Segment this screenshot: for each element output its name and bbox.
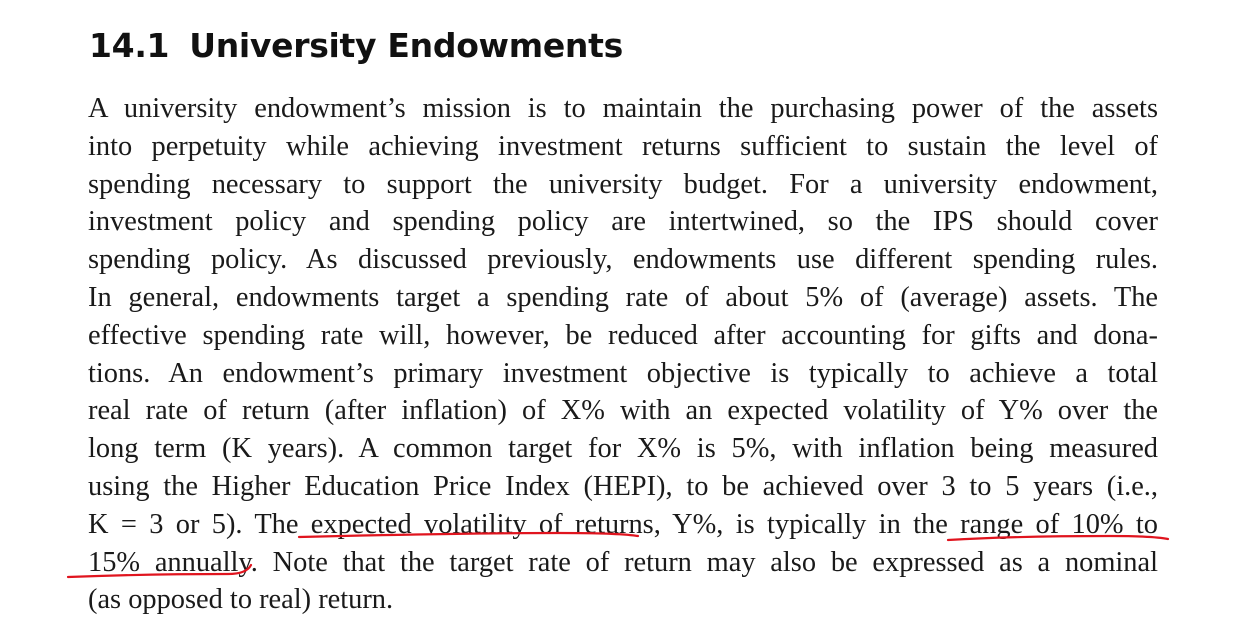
paragraph-line: spending necessary to support the university budget. For a university endowment, — [88, 168, 1158, 200]
paragraph-line: using the Higher Education Price Index (HEPI), to be achieved over 3 to 5 years (i.e., — [88, 470, 1158, 502]
paragraph-line: into perpetuity while achieving investment returns sufficient to sustain the level of — [88, 130, 1158, 162]
paragraph-line: long term (K years). A common target for X% is 5%, with inflation being measured — [88, 433, 1158, 465]
paragraph-line: In general, endowments target a spending rate of about 5% of (average) assets. The — [88, 281, 1158, 313]
paragraph-line: (as opposed to real) return. — [88, 584, 394, 616]
paragraph-line: spending policy. As discussed previously, endowments use different spending rules. — [88, 244, 1158, 276]
paragraph-line: K = 3 or 5). The expected volatility of returns, Y%, is typically in the range of 10% to — [88, 508, 1158, 540]
paragraph-line: A university endowment’s mission is to maintain the purchasing power of the assets — [88, 93, 1158, 124]
body-paragraph — [88, 90, 1158, 619]
paragraph-line: 15% annually. Note that the target rate of return may also be expressed as a nominal — [88, 546, 1158, 578]
paragraph-line: effective spending rate will, however, be reduced after accounting for gifts and dona- — [88, 319, 1158, 351]
paragraph-line: investment policy and spending policy are intertwined, so the IPS should cover — [88, 206, 1158, 238]
section-title: University Endowments — [189, 26, 623, 65]
paragraph-line: tions. An endowment’s primary investment objective is typically to achieve a total — [88, 357, 1158, 389]
section-number: 14.1 — [89, 26, 170, 65]
section-heading — [89, 26, 623, 65]
paragraph-line: real rate of return (after inflation) of X% with an expected volatility of Y% over the — [88, 395, 1158, 427]
